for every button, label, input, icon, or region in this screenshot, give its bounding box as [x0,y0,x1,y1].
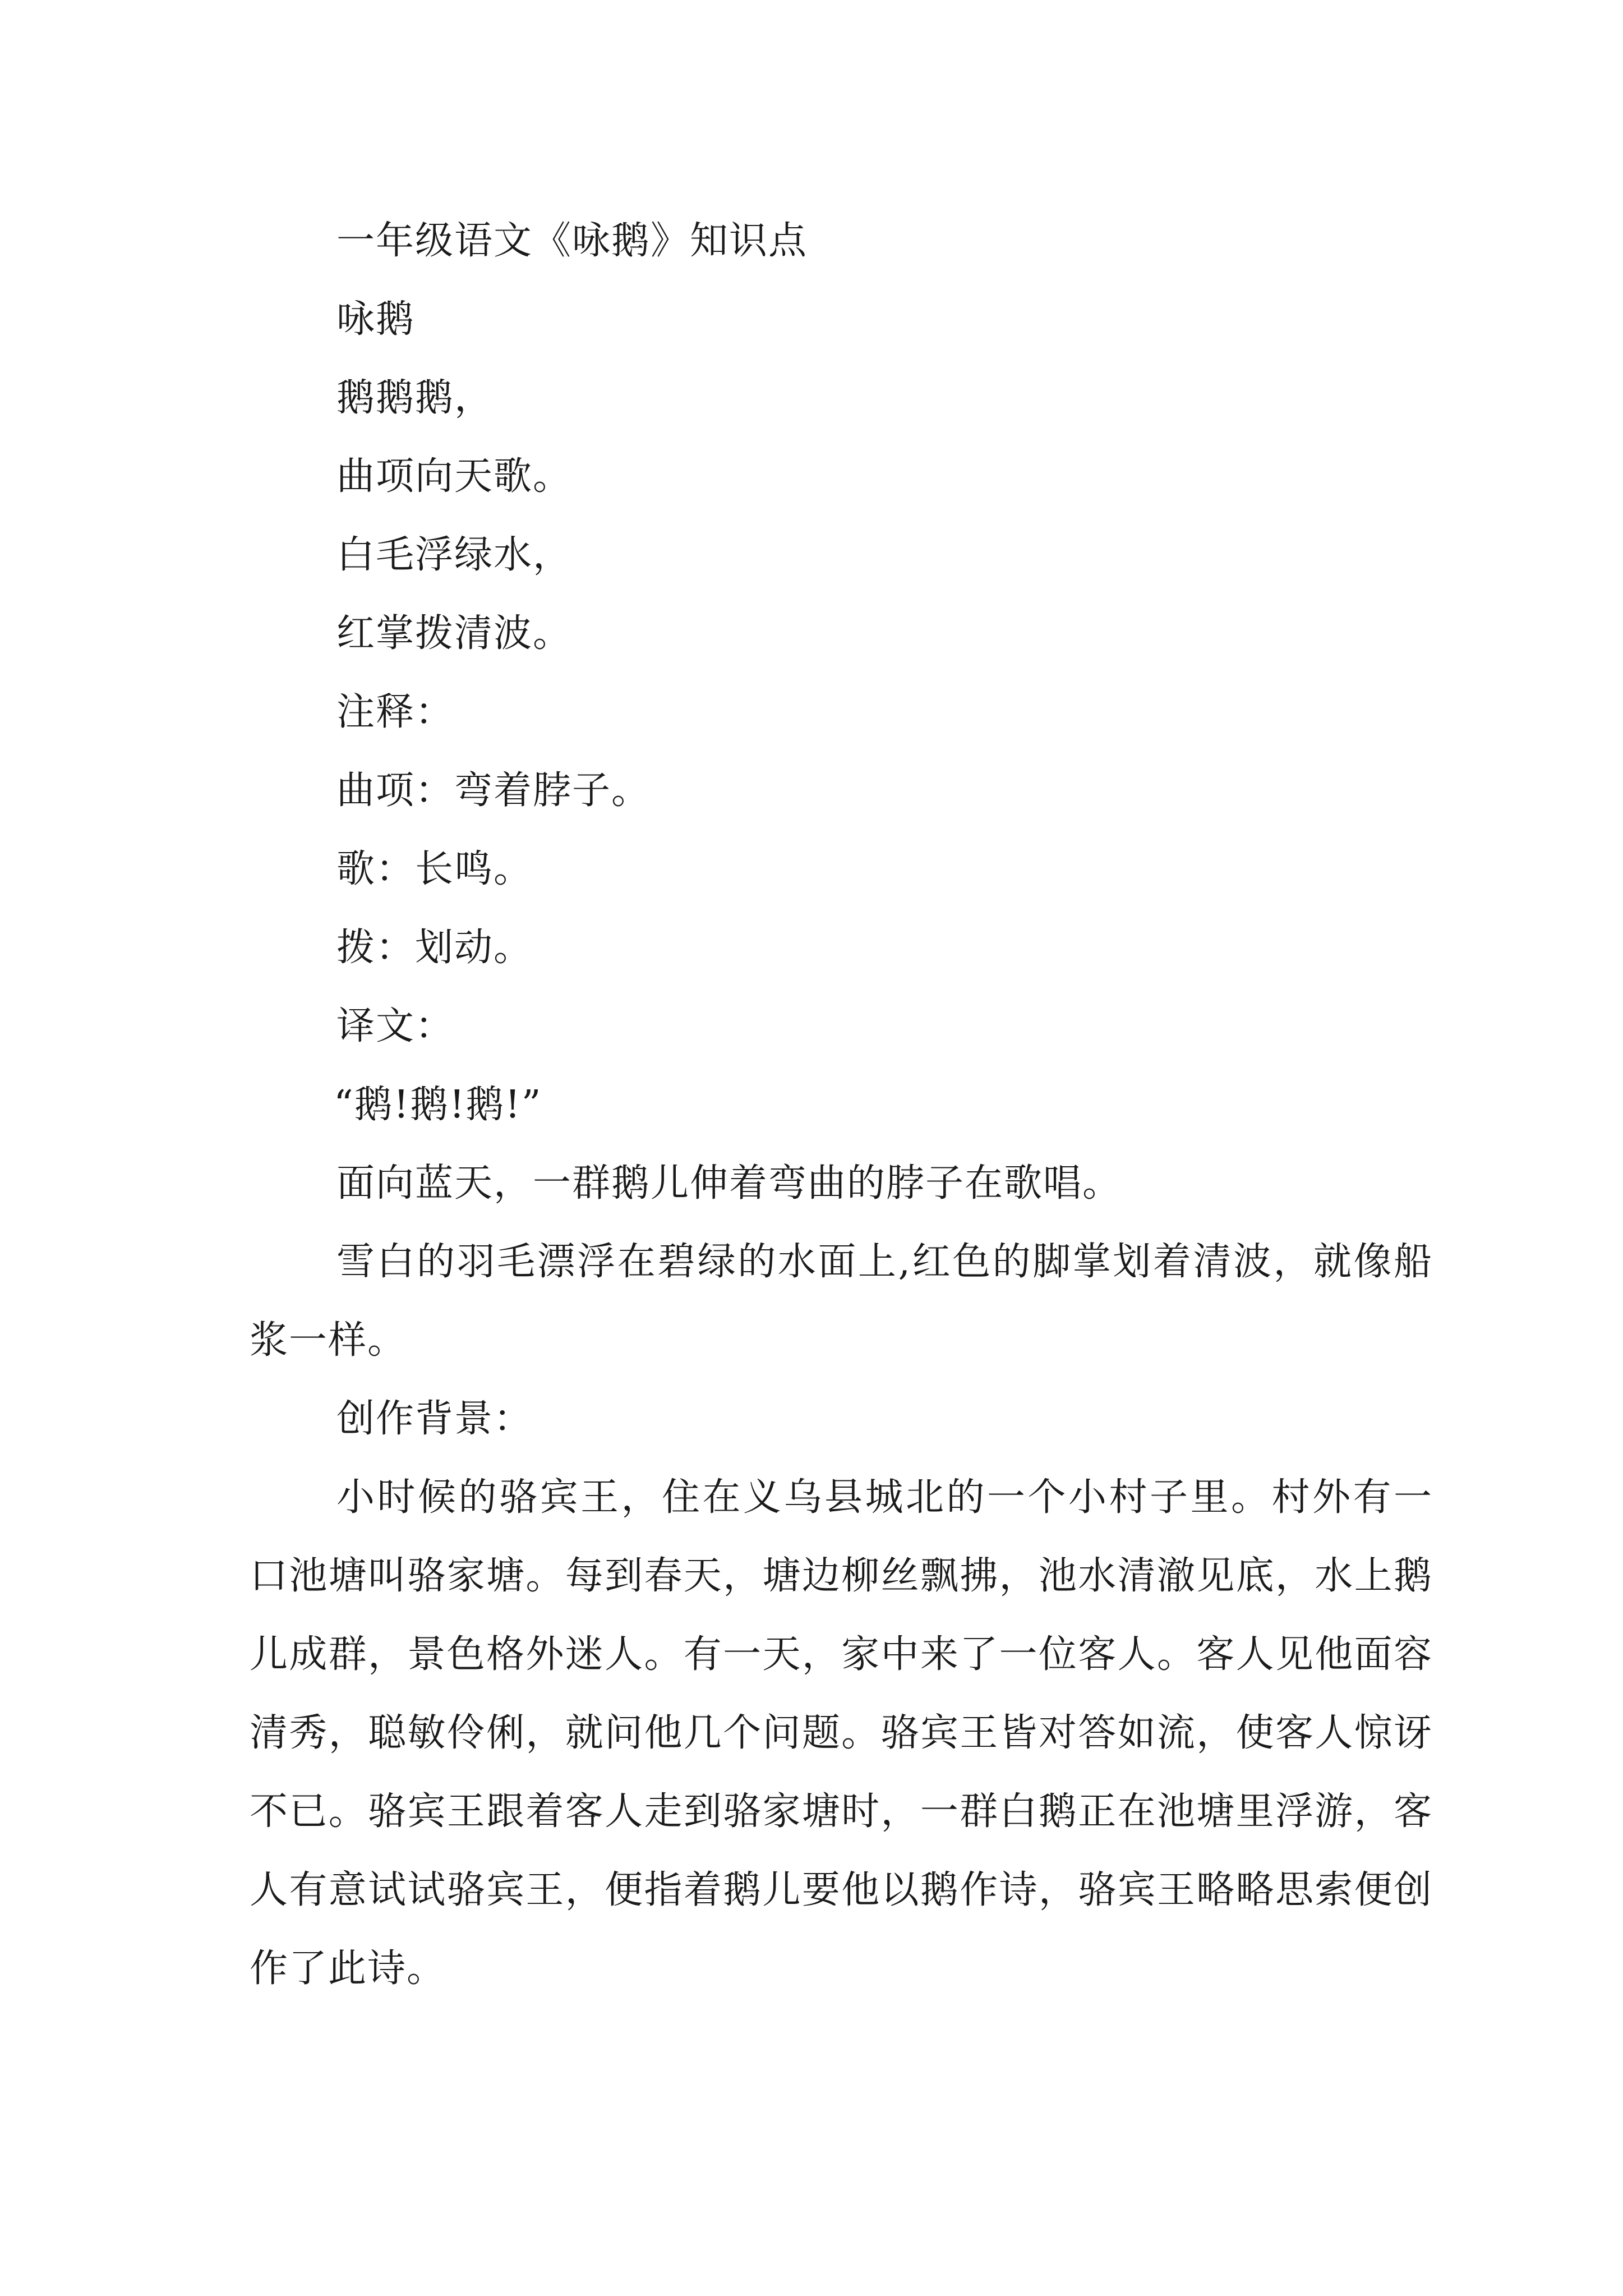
note-item: 曲项：弯着脖子。 [336,769,651,813]
poem-title: 咏鹅 [336,297,416,342]
background-heading: 创作背景： [336,1397,533,1441]
poem-line: 曲项向天歌。 [336,454,573,499]
poem-line: 白毛浮绿水， [336,533,573,577]
document-body [250,202,1433,2008]
translation-line: 面向蓝天，一群鹅儿伸着弯曲的脖子在歌唱。 [336,1161,1122,1205]
translation-line: “鹅!鹅!鹅!” [334,1083,542,1127]
poem-line: 鹅鹅鹅， [336,376,494,420]
translation-heading: 译文： [336,1004,455,1048]
note-item: 歌：长鸣。 [336,847,533,891]
translation-paragraph: 雪白的羽毛漂浮在碧绿的水面上,红色的脚掌划着清波，就像船浆一样。 [250,1240,1433,1363]
notes-heading: 注释： [336,690,455,734]
background-paragraph: 小时候的骆宾王，住在义乌县城北的一个小村子里。村外有一口池塘叫骆家塘。每到春天，塘边柳丝飘拂，池水清澈见底，水上鹅儿成群，景色格外迷人。有一天，家中来了一位客人。客人见他面容清秀，聪敏伶俐，就问他几个问题。骆宾王皆对答如流，使客人惊讶不已。骆宾王跟着客人走到骆家塘时，一群白鹅正在池塘里浮游，客人有意试试骆宾王，便指着鹅儿要他以鹅作诗，骆宾王略略思索便创作了此诗。 [250,1475,1433,1991]
note-item: 拨：划动。 [336,926,533,970]
poem-line: 红掌拨清波。 [336,611,573,656]
document-title: 一年级语文《咏鹅》知识点 [336,219,808,263]
